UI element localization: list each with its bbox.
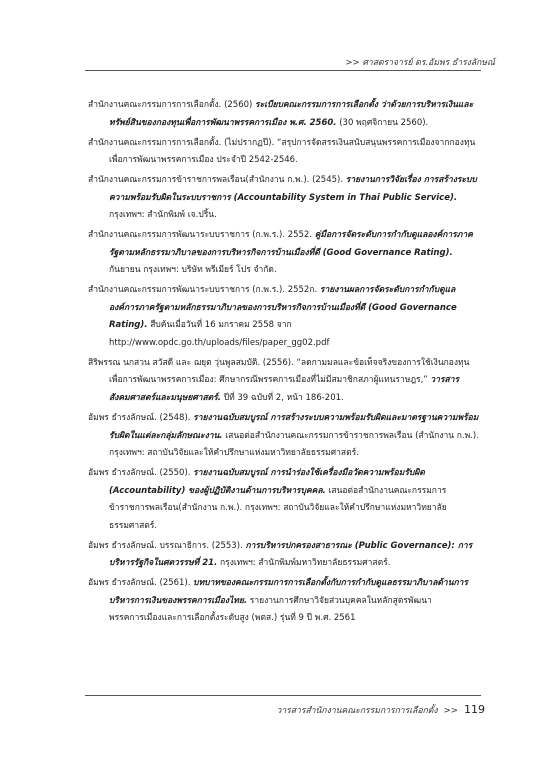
reference-entry: สำนักงานคณะกรรมการพัฒนาระบบราชการ (ก.พ.ร.). 2552. คู่มือการจัดระดับการกำกับดูแลองค์การภาครัฐตามหลักธรรมาภิบาลของการบริหารกิจการบ้านเมืองที่ดี (Good Governance Rating). กันยายน กรุงเทพฯ: บริษัท พรีเมียร์ โปร จำกัด. xyxy=(88,230,473,276)
reference-entry: อัมพร ธำรงลักษณ์. บรรณาธิการ. (2553). การบริหารปกครองสาธารณะ (Public Governance): การบริหารรัฐกิจในศตวรรษที่ 21. กรุงเทพฯ: สำนักพิมพ์มหาวิทยาลัยธรรมศาสตร์. xyxy=(88,540,473,569)
header-divider xyxy=(85,70,481,71)
arrows-glyph: >> xyxy=(443,706,458,716)
reference-entry: สำนักงานคณะกรรมการพัฒนาระบบราชการ (ก.พ.ร.). 2552ก. รายงานผลการจัดระดับการกำกับดูแลองค์การภาครัฐตามหลักธรรมาภิบาลของการบริหารกิจการบ้านเมืองที่ดี (Good Governance Rating). สืบค้นเมื่อวันที่ 16 มกราคม 2558 จาก http://www.opdc.go.th/uploads/files/paper_gg02.pdf xyxy=(88,285,457,348)
reference-entry: สำนักงานคณะกรรมการการเลือกตั้ง. (ไม่ปรากฏปี). “สรุปการจัดสรรเงินสนับสนุนพรรคการเมืองจากกองทุนเพื่อการพัฒนาพรรคการเมือง ประจำปี 2542-2546. xyxy=(88,137,476,166)
reference-entry: สิริพรรณ นกสวน สวัสดี และ ฌยุต วุ่นพูลสมบัติ. (2556). “ลดกามมลและข้อเท็จจริงของการใช้เงินกองทุนเพื่อการพัฒนาพรรคการเมือง: ศึกษากรณีพรรคการเมืองที่ไม่มีสมาชิกสภาผู้แทนราษฎร,” วารสารสังคมศาสตร์และมนุษยศาสตร์. ปีที่ 39 ฉบับที่ 2, หน้า 186-201. xyxy=(88,357,470,403)
reference-entry: สำนักงานคณะกรรมการการเลือกตั้ง. (2560) ระเบียบคณะกรรมการการเลือกตั้ง ว่าด้วยการบริหารเงินและทรัพย์สินของกองทุนเพื่อการพัฒนาพรรคการเมือง พ.ศ. 2560. (30 พฤศจิกายน 2560). xyxy=(88,100,474,128)
journal-name: วารสารสำนักงานคณะกรรมการการเลือกตั้ง xyxy=(276,706,438,716)
running-footer xyxy=(277,703,485,717)
reference-entry: อัมพร ธำรงลักษณ์. (2561). บทบาทของคณะกรรมการการเลือกตั้งกับการกำกับดูแลธรรมาภิบาลด้านการบริหารการเงินของพรรคการเมืองไทย. รายงานการศึกษาวิจัยส่วนบุคคลในหลักสูตรพัฒนาพรรคการเมืองและการเลือกตั้งระดับสูง (พตส.) รุ่นที่ 9 ปี พ.ศ. 2561 xyxy=(88,578,468,624)
page-number: 119 xyxy=(464,703,485,716)
footer-divider xyxy=(85,695,481,696)
reference-entry: อัมพร ธำรงลักษณ์. (2548). รายงานฉบับสมบูรณ์ การสร้างระบบความพร้อมรับผิดและมาตรฐานความพร้อมรับผิดในแต่ละกลุ่มลักษณะงาน. เสนอต่อสำนักงานคณะกรรมการข้าราชการพลเรือน (สำนักงาน ก.พ.). กรุงเทพฯ: สถาบันวิจัยและให้คำปรึกษาแห่งมหาวิทยาลัยธรรมศาสตร์. xyxy=(88,413,479,459)
running-header: >> ศาสตราจารย์ ดร.อัมพร ธำรงลักษณ์ xyxy=(345,58,495,68)
reference-entry: สำนักงานคณะกรรมการข้าราชการพลเรือน(สำนักงาน ก.พ.). (2545). รายงานการวิจัยเรื่อง การสร้างระบบความพร้อมรับผิดในระบบราชการ (Accountability System in Thai Public Service). กรุงเทพฯ: สำนักพิมพ์ เจ.ปริ้น. xyxy=(88,175,477,221)
reference-list xyxy=(88,97,482,630)
reference-entry: อัมพร ธำรงลักษณ์. (2550). รายงานฉบับสมบูรณ์ การนำร่องใช้เครื่องมือวัดความพร้อมรับผิด (Accountability) ของผู้ปฏิบัติงานด้านการบริหารบุคคล. เสนอต่อสำนักงานคณะกรรมการข้าราชการพลเรือน(สำนักงาน ก.พ.). กรุงเทพฯ: สถาบันวิจัยและให้คำปรึกษาแห่งมหาวิทยาลัยธรรมศาสตร์. xyxy=(88,468,447,531)
